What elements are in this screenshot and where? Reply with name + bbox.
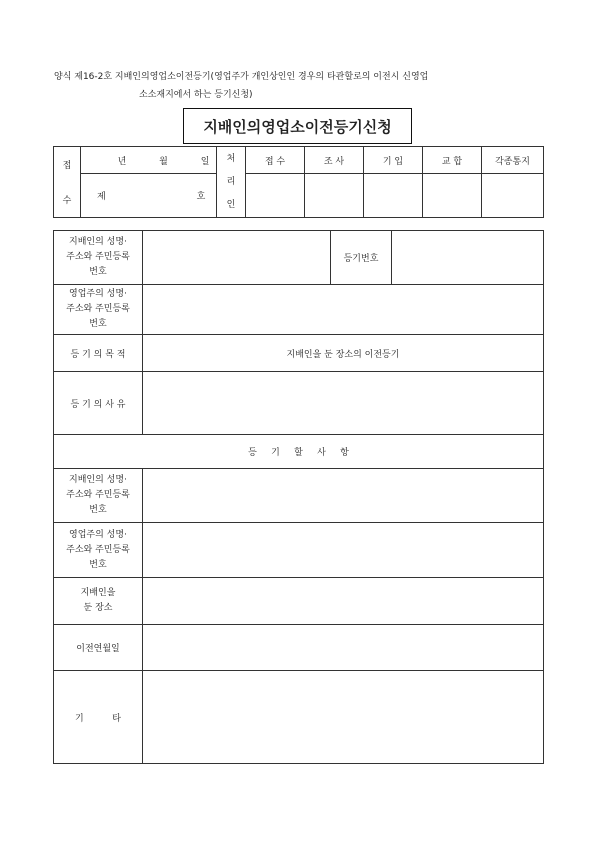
col-entry: 기 입 xyxy=(364,147,423,174)
reg-number-field[interactable] xyxy=(392,231,544,285)
owner-info-label: 영업주의 성명· 주소와 주민등록 번호 xyxy=(54,285,143,335)
col-collation: 교 합 xyxy=(423,147,482,174)
receipt-number[interactable]: 제 호 xyxy=(81,174,217,218)
manager-info-field[interactable] xyxy=(143,231,331,285)
owner-info-field[interactable] xyxy=(143,285,544,335)
reason-label: 등 기 의 사 유 xyxy=(54,372,143,435)
owner-info-label-2: 영업주의 성명· 주소와 주민등록 번호 xyxy=(54,523,143,578)
application-table xyxy=(53,230,544,764)
receipt-label: 접 수 xyxy=(54,147,81,218)
manager-info-label-2: 지배인의 성명· 주소와 주민등록 번호 xyxy=(54,469,143,523)
purpose-value: 지배인을 둔 장소의 이전등기 xyxy=(143,335,544,372)
reg-number-label: 등기번호 xyxy=(331,231,392,285)
receipt-date[interactable]: 년 월 일 xyxy=(81,147,217,174)
seal-inspection[interactable] xyxy=(305,174,364,218)
section-title: 등 기 할 사 항 xyxy=(54,435,544,469)
move-date-label: 이전연월일 xyxy=(54,625,143,671)
etc-label: 기 타 xyxy=(54,671,143,764)
manager-info-field-2[interactable] xyxy=(143,469,544,523)
form-title: 지배인의영업소이전등기신청 xyxy=(183,108,412,144)
form-number-line: 양식 제16-2호 지배인의영업소이전등기(영업주가 개인상인인 경우의 타관할로의 이전시 신영업 xyxy=(54,72,429,82)
reason-field[interactable] xyxy=(143,372,544,435)
seal-receipt[interactable] xyxy=(246,174,305,218)
receipt-table xyxy=(53,146,544,218)
move-date-field[interactable] xyxy=(143,625,544,671)
purpose-label: 등 기 의 목 적 xyxy=(54,335,143,372)
place-label: 지배인을 둔 장소 xyxy=(54,578,143,625)
etc-field[interactable] xyxy=(143,671,544,764)
seal-notices[interactable] xyxy=(482,174,544,218)
form-description-line: 소소재지에서 하는 등기신청) xyxy=(139,90,253,100)
owner-info-field-2[interactable] xyxy=(143,523,544,578)
place-field[interactable] xyxy=(143,578,544,625)
manager-info-label: 지배인의 성명· 주소와 주민등록 번호 xyxy=(54,231,143,285)
seal-entry[interactable] xyxy=(364,174,423,218)
processor-label: 처 리 인 xyxy=(217,147,246,218)
col-inspection: 조 사 xyxy=(305,147,364,174)
col-notices: 각종통지 xyxy=(482,147,544,174)
seal-collation[interactable] xyxy=(423,174,482,218)
col-receipt: 접 수 xyxy=(246,147,305,174)
